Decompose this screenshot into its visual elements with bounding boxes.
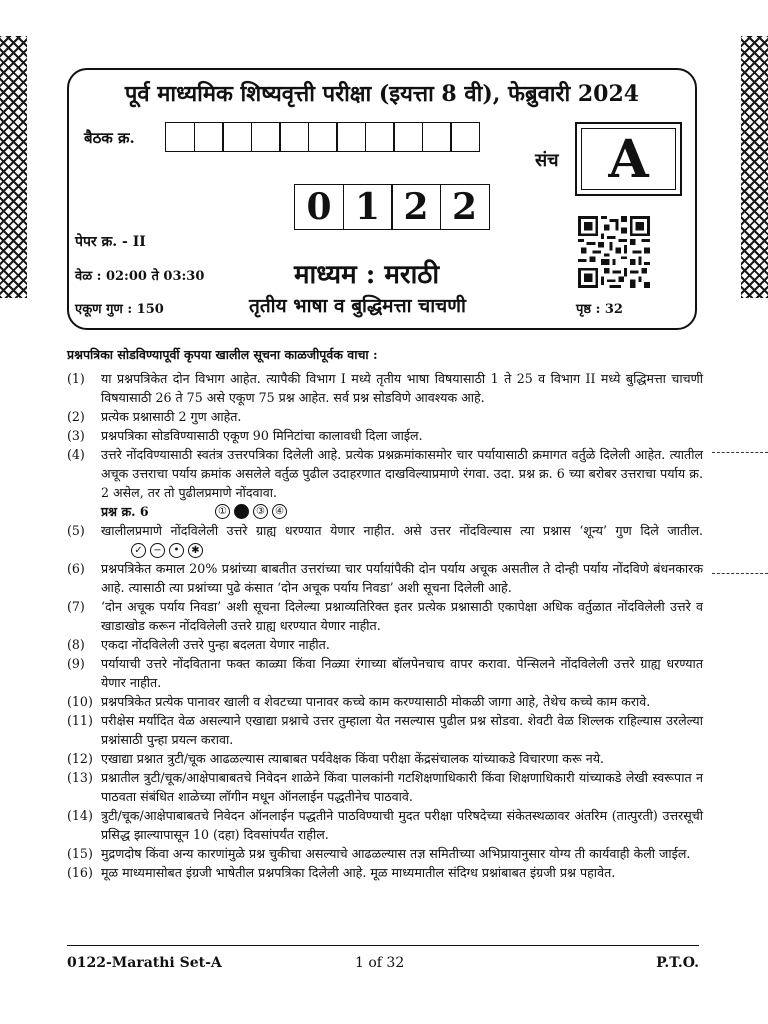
seat-digit-box bbox=[450, 122, 480, 152]
option-bubble: ④ bbox=[272, 504, 287, 519]
seat-digit-box bbox=[336, 122, 366, 152]
footer-paper-code: 0122-Marathi Set-A bbox=[67, 955, 222, 971]
page-count: पृष्ठ : 32 bbox=[576, 302, 623, 317]
code-digit: 2 bbox=[391, 184, 441, 230]
seat-digit-box bbox=[251, 122, 281, 152]
invalid-bubble: − bbox=[150, 543, 165, 558]
right-border-pattern bbox=[741, 36, 768, 298]
instruction-item: (14) त्रुटी/चूक/आक्षेपाबाबतचे निवेदन ऑनलाईन पद्धतीने पाठविण्याची मुदत परीक्षा परिषदेच्या संकेतस्थळावर अंतरिम (तात्पुरती) उत्तरसूची प्रसिद्ध झाल्यापासून 10 (दहा) दिवसांपर्यंत राहील. bbox=[67, 808, 703, 842]
invalid-bubble: • bbox=[169, 543, 184, 558]
answer-example bbox=[67, 502, 703, 521]
seat-digit-box bbox=[194, 122, 224, 152]
set-label: संच bbox=[535, 150, 559, 171]
paper-number: पेपर क्र. - II bbox=[75, 234, 146, 250]
seat-digit-box bbox=[222, 122, 252, 152]
exam-subject: तृतीय भाषा व बुद्धिमत्ता चाचणी bbox=[249, 295, 466, 317]
seat-digit-box bbox=[165, 122, 195, 152]
footer-pto: P.T.O. bbox=[656, 955, 699, 971]
instruction-item: (5) खालीलप्रमाणे नोंदविलेली उत्तरे ग्राह्य धरण्यात येणार नाहीत. असे उत्तर नोंदविल्यास त्या प्रश्नास ‘शून्य’ गुण दिले जातील. ✓ − • ✱ bbox=[67, 523, 703, 556]
instruction-item: (9) पर्यायाची उत्तरे नोंदविताना फक्त काळ्या किंवा निळ्या रंगाच्या बॉलपेनचाच वापर करावा. पेन्सिलने नोंदविलेली उत्तरे ग्राह्य धरण्यात येणार नाहीत. bbox=[67, 656, 703, 690]
exam-title: पूर्व माध्यमिक शिष्यवृत्ती परीक्षा (इयत्ता 8 वी), फेब्रुवारी 2024 bbox=[124, 81, 640, 107]
set-value: A bbox=[581, 128, 676, 190]
instructions-list bbox=[67, 369, 703, 882]
code-digit: 2 bbox=[440, 184, 490, 230]
instructions-heading: प्रश्नपत्रिका सोडविण्यापूर्वी कृपया खालील सूचना काळजीपूर्वक वाचा : bbox=[67, 347, 378, 362]
left-border-pattern bbox=[0, 36, 27, 298]
filled-bubble bbox=[234, 504, 249, 519]
option-bubble: ③ bbox=[253, 504, 268, 519]
cut-line bbox=[712, 573, 768, 574]
invalid-bubble: ✱ bbox=[188, 543, 203, 558]
invalid-bubble: ✓ bbox=[131, 543, 146, 558]
seat-digit-box bbox=[365, 122, 395, 152]
seat-number-label: बैठक क्र. bbox=[84, 129, 135, 147]
exam-header bbox=[67, 68, 697, 330]
instruction-item: (12) एखाद्या प्रश्नात त्रुटी/चूक आढळल्यास त्याबाबत पर्यवेक्षक किंवा परीक्षा केंद्रसंचालक यांच्याकडे विचारणा करू नये. bbox=[67, 751, 605, 766]
option-bubble: ① bbox=[215, 504, 230, 519]
example-label: प्रश्न क्र. 6 bbox=[101, 504, 149, 519]
qr-code-icon bbox=[577, 216, 651, 288]
paper-code bbox=[294, 184, 488, 230]
instruction-item: (4) उत्तरे नोंदविण्यासाठी स्वतंत्र उत्तरपत्रिका दिलेली आहे. प्रत्येक प्रश्नक्रमांकासमोर चार पर्यायासाठी क्रमागत वर्तुळे दिलेली आहेत. त्यातील अचूक उत्तराचा पर्याय क्रमांक असलेले वर्तुळ पुढील उदाहरणात दाखविल्याप्रमाणे रंगवा. उदा. प्रश्न क्र. 6 च्या बरोबर उत्तराचा पर्याय क्र. 2 असेल, तर तो पुढीलप्रमाणे नोंदवावा. bbox=[67, 447, 703, 500]
instruction-item: (15) मुद्रणदोष किंवा अन्य कारणांमुळे प्रश्न चुकीचा असल्याचे आढळल्यास तज्ञ समितीच्या अभिप्रायानुसार योग्य ती कार्यवाही केली जाईल. bbox=[67, 846, 691, 861]
invalid-bubbles bbox=[131, 543, 203, 558]
seat-digit-box bbox=[393, 122, 423, 152]
instruction-item: (1) या प्रश्नपत्रिकेत दोन विभाग आहेत. त्यापैकी विभाग I मध्ये तृतीय भाषा विषयासाठी 1 ते 25 व विभाग II मध्ये बुद्धिमत्ता चाचणी विषयासाठी 26 ते 75 असे एकूण 75 प्रश्न आहेत. सर्व प्रश्न सोडविणे आवश्यक आहे. bbox=[67, 371, 703, 405]
example-bubbles bbox=[215, 504, 287, 519]
footer-divider bbox=[67, 945, 699, 946]
instruction-item: (3) प्रश्नपत्रिका सोडविण्यासाठी एकूण 90 मिनिटांचा कालावधी दिला जाईल. bbox=[67, 428, 423, 443]
seat-digit-box bbox=[308, 122, 338, 152]
instruction-item: (2) प्रत्येक प्रश्नासाठी 2 गुण आहेत. bbox=[67, 409, 242, 424]
seat-number-boxes bbox=[165, 122, 479, 152]
instruction-item: (16) मूळ माध्यमासोबत इंग्रजी भाषेतील प्रश्नपत्रिका दिलेली आहे. मूळ माध्यमातील संदिग्ध प्रश्नांबाबत इंग्रजी प्रश्न पहावेत. bbox=[67, 865, 616, 880]
instruction-item: (8) एकदा नोंदविलेली उत्तरे पुन्हा बदलता येणार नाहीत. bbox=[67, 637, 330, 652]
cut-line bbox=[712, 452, 768, 453]
set-box bbox=[575, 122, 682, 196]
instruction-item: (10) प्रश्नपत्रिकेत प्रत्येक पानावर खाली व शेवटच्या पानावर कच्चे काम करण्यासाठी मोकळी जागा आहे, तेथेच कच्चे काम करावे. bbox=[67, 694, 651, 709]
instruction-item: (6) प्रश्नपत्रिकेत कमाल 20% प्रश्नांच्या बाबतीत उत्तरांच्या चार पर्यायांपैकी दोन पर्याय अचूक असतील ते दोन्ही पर्याय नोंदविणे बंधनकारक आहे. त्यासाठी त्या प्रश्नांच्या पुढे कंसात ‘दोन अचूक पर्याय निवडा’ अशी सूचना दिलेली आहे. bbox=[67, 561, 703, 595]
exam-time: वेळ : 02:00 ते 03:30 bbox=[75, 269, 205, 284]
total-marks: एकूण गुण : 150 bbox=[75, 302, 164, 317]
instruction-item: (13) प्रश्नातील त्रुटी/चूक/आक्षेपाबाबतचे निवेदन शाळेने किंवा पालकांनी गटशिक्षणाधिकारी किंवा शिक्षणाधिकारी यांच्याकडे लेखी स्वरूपात न पाठवता संबंधित शाळेच्या लॉगीन मधून ऑनलाईन पद्धतीनेच पाठवावे. bbox=[67, 770, 703, 804]
exam-medium: माध्यम : मराठी bbox=[294, 260, 440, 290]
footer-page-number: 1 of 32 bbox=[355, 955, 405, 971]
code-digit: 1 bbox=[343, 184, 393, 230]
instruction-item: (7) ‘दोन अचूक पर्याय निवडा’ अशी सूचना दिलेल्या प्रश्नाव्यतिरिक्त इतर प्रत्येक प्रश्नासाठी एकापेक्षा अधिक वर्तुळात नोंदविलेली उत्तरे व खाडाखोड करून नोंदविलेली उत्तरे ग्राह्य धरण्यात येणार नाहीत. bbox=[67, 599, 703, 633]
instruction-item: (11) परीक्षेस मर्यादित वेळ असल्याने एखाद्या प्रश्नाचे उत्तर तुम्हाला येत नसल्यास पुढील प्रश्न सोडवा. शेवटी वेळ शिल्लक राहिल्यास उरलेल्या प्रश्नांसाठी पुन्हा प्रयत्न करावा. bbox=[67, 713, 703, 747]
seat-digit-box bbox=[422, 122, 452, 152]
seat-digit-box bbox=[279, 122, 309, 152]
code-digit: 0 bbox=[294, 184, 344, 230]
